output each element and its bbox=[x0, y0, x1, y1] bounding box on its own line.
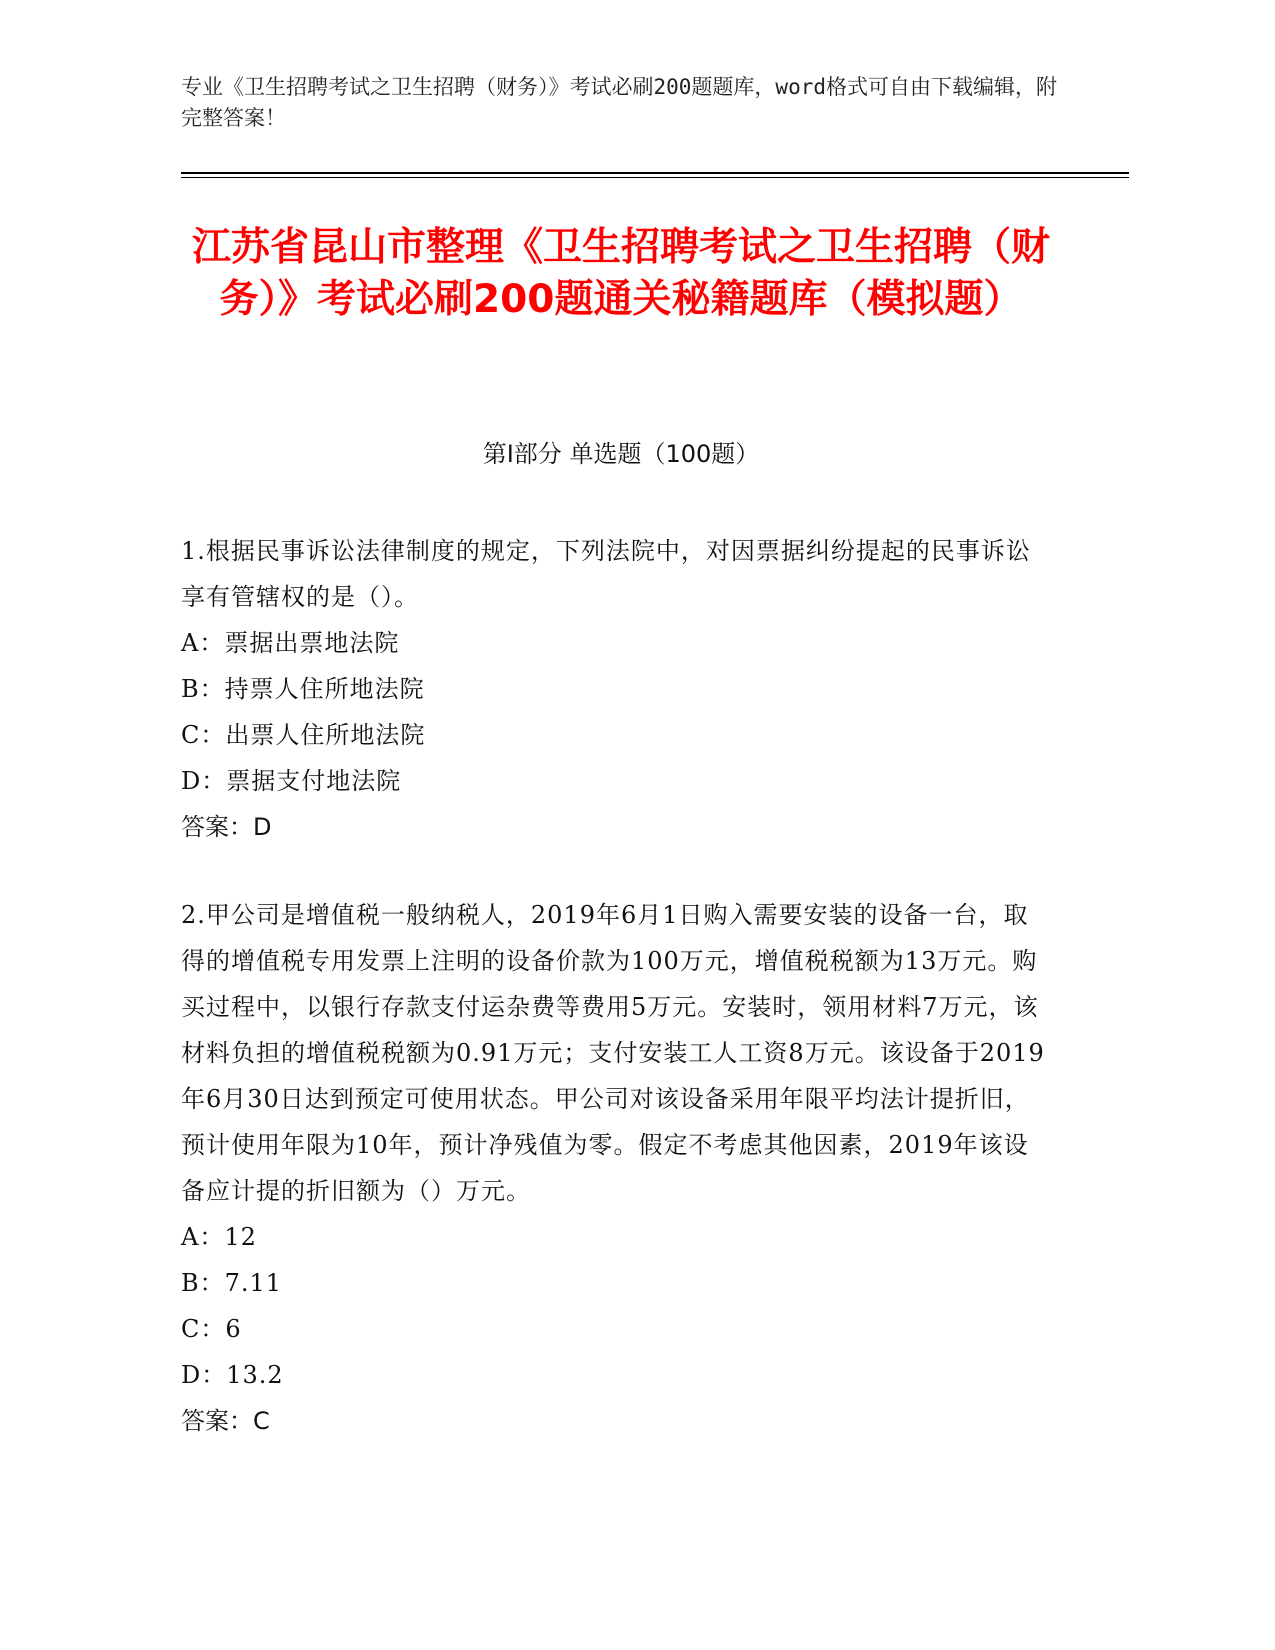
option-a: A：12 bbox=[181, 1223, 257, 1251]
header-divider-thick bbox=[181, 172, 1129, 174]
option-b: B：持票人住所地法院 bbox=[181, 675, 425, 703]
option-a: A：票据出票地法院 bbox=[181, 629, 400, 657]
answer-line: 答案：C bbox=[181, 1407, 270, 1435]
question-stem: 1.根据民事诉讼法律制度的规定，下列法院中，对因票据纠纷提起的民事诉讼享有管辖权的是（）。 bbox=[181, 537, 1031, 611]
question-1 bbox=[181, 528, 1051, 850]
header-note: 专业《卫生招聘考试之卫生招聘（财务）》考试必刷200题题库，word格式可自由下载编辑，附完整答案！ bbox=[181, 75, 1057, 130]
question-stem: 2.甲公司是增值税一般纳税人，2019年6月1日购入需要安装的设备一台，取得的增值税专用发票上注明的设备价款为100万元，增值税税额为13万元。购买过程中，以银行存款支付运杂费等费用5万元。安装时，领用材料7万元，该材料负担的增值税税额为0.91万元；支付安装工人工资8万元。该设备于2019年6月30日达到预定可使用状态。甲公司对该设备采用年限平均法计提折旧，预计使用年限为10年，预计净残值为零。假定不考虑其他因素，2019年该设备应计提的折旧额为（）万元。 bbox=[181, 901, 1045, 1205]
option-d: D：票据支付地法院 bbox=[181, 767, 402, 795]
option-c: C：出票人住所地法院 bbox=[181, 721, 426, 749]
option-c: C：6 bbox=[181, 1315, 242, 1343]
option-d: D：13.2 bbox=[181, 1361, 284, 1389]
header-divider-thin bbox=[181, 177, 1129, 178]
document-title: 江苏省昆山市整理《卫生招聘考试之卫生招聘（财务）》考试必刷200题通关秘籍题库（模拟题） bbox=[191, 225, 1050, 322]
section-heading: 第I部分 单选题（100题） bbox=[482, 440, 760, 468]
answer-line: 答案：D bbox=[181, 813, 272, 841]
option-b: B：7.11 bbox=[181, 1269, 283, 1297]
question-2 bbox=[181, 892, 1051, 1444]
